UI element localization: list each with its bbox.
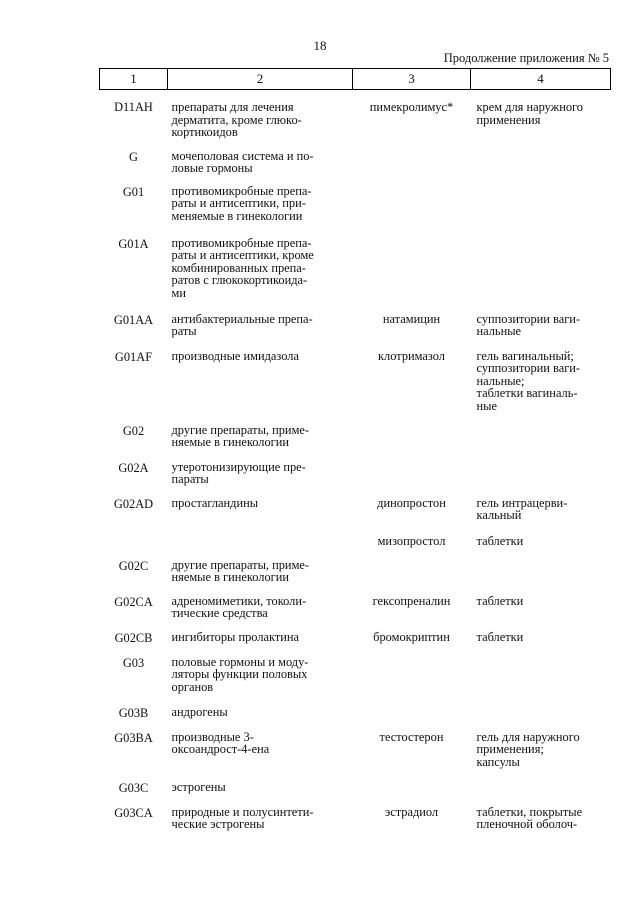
- cell-dosage-form-line: гель интрацерви-: [476, 495, 568, 510]
- cell-group-name: [168, 424, 353, 461]
- cell-drug-name: [353, 535, 471, 559]
- table-row: [100, 461, 611, 497]
- cell-drug-name: [353, 595, 471, 631]
- cell-group-name-line: ратов с глюкокортикоида-: [171, 273, 308, 287]
- table-row: [100, 185, 611, 237]
- cell-atc-code: G01AA: [113, 312, 154, 327]
- column-header-1: 1: [100, 69, 168, 90]
- column-header-3: 3: [353, 69, 471, 90]
- cell-dosage-form-line: таблетки вагиналь-: [476, 386, 578, 400]
- cell-group-name-line: андрогены: [171, 704, 228, 719]
- cell-group-name: [168, 631, 353, 656]
- cell-group-name-line: простагландины: [171, 495, 259, 510]
- cell-group-name-line: органов: [171, 679, 214, 694]
- cell-drug-name-line: бромокриптин: [373, 629, 450, 644]
- cell-group-name-line: эстрогены: [171, 779, 226, 794]
- cell-group-name-line: няемые в гинекологии: [171, 570, 290, 584]
- cell-atc-code: G02: [122, 423, 145, 438]
- column-header-4: 4: [471, 69, 611, 90]
- cell-drug-name-line: пимекролимус*: [369, 100, 454, 114]
- cell-group-name: [168, 559, 353, 595]
- table-row: [100, 350, 611, 424]
- cell-dosage-form-line: гель для наружного: [476, 729, 580, 744]
- table-row: [100, 781, 611, 806]
- cell-group-name: [168, 656, 353, 706]
- cell-group-name: [168, 237, 353, 313]
- cell-group-name-line: производные 3-: [171, 729, 254, 744]
- cell-group-name-line: утеротонизирующие пре-: [171, 459, 306, 474]
- cell-dosage-form: [471, 806, 611, 846]
- table-row: [100, 535, 611, 559]
- table-row: [100, 313, 611, 350]
- cell-drug-name-line: тестостерон: [379, 729, 444, 744]
- cell-drug-name: [353, 731, 471, 781]
- cell-dosage-form-line: пленочной оболоч-: [476, 817, 578, 831]
- table-row: [100, 424, 611, 461]
- cell-group-name-line: ляторы функции половых: [171, 667, 308, 681]
- cell-group-name-line: противомикробные препа-: [171, 235, 312, 250]
- cell-dosage-form: [471, 150, 611, 185]
- table-row: [100, 631, 611, 656]
- cell-dosage-form: [471, 631, 611, 656]
- cell-group-name-line: противомикробные препа-: [171, 183, 312, 198]
- cell-group-name-line: ми: [171, 285, 186, 300]
- cell-drug-name-line: гексопреналин: [372, 593, 451, 608]
- cell-dosage-form: [471, 781, 611, 806]
- cell-group-name-line: антибактериальные препа-: [171, 311, 313, 326]
- cell-dosage-form: [471, 350, 611, 424]
- cell-dosage-form-line: таблетки: [476, 629, 524, 644]
- table-row: [100, 90, 611, 150]
- cell-group-name-line: раты: [171, 324, 197, 338]
- cell-drug-name: [353, 150, 471, 185]
- cell-group-name-line: ингибиторы пролактина: [171, 629, 300, 644]
- cell-atc-code: [100, 535, 168, 559]
- cell-drug-name: [353, 350, 471, 424]
- cell-drug-name-line: мизопростол: [377, 533, 446, 548]
- cell-group-name: [168, 313, 353, 350]
- cell-drug-name-line: эстрадиол: [384, 804, 439, 819]
- cell-group-name-line: производные имидазола: [171, 348, 299, 363]
- cell-atc-code: G: [129, 149, 138, 164]
- page-number: 18: [313, 38, 327, 53]
- cell-group-name-line: половые гормоны и моду-: [171, 654, 309, 669]
- cell-dosage-form: [471, 90, 611, 150]
- cell-group-name-line: препараты для лечения: [171, 100, 294, 114]
- cell-group-name-line: другие препараты, приме-: [171, 422, 310, 437]
- cell-dosage-form: [471, 237, 611, 313]
- table-row: [100, 731, 611, 781]
- cell-atc-code: G01A: [118, 236, 149, 251]
- cell-group-name: [168, 150, 353, 185]
- cell-group-name: [168, 497, 353, 535]
- cell-atc-code: G03: [122, 655, 145, 670]
- cell-dosage-form: [471, 731, 611, 781]
- cell-group-name: [168, 185, 353, 237]
- cell-dosage-form: [471, 185, 611, 237]
- cell-group-name-line: раты и антисептики, кроме: [171, 248, 314, 262]
- cell-atc-code: G01: [122, 184, 145, 199]
- cell-dosage-form: [471, 497, 611, 535]
- cell-dosage-form: [471, 424, 611, 461]
- cell-atc-code: G02CB: [114, 630, 153, 645]
- cell-dosage-form: [471, 656, 611, 706]
- cell-dosage-form-line: кальный: [476, 508, 522, 522]
- cell-drug-name-line: клотримазол: [378, 348, 445, 363]
- cell-drug-name: [353, 656, 471, 706]
- table-row: [100, 559, 611, 595]
- table-row: [100, 656, 611, 706]
- cell-atc-code: G02C: [118, 558, 149, 573]
- cell-group-name: [168, 706, 353, 731]
- cell-group-name-line: дерматита, кроме глюко-: [171, 112, 302, 127]
- cell-dosage-form-line: таблетки, покрытые: [476, 804, 583, 819]
- cell-atc-code: G01AF: [114, 349, 153, 364]
- cell-group-name-line: раты и антисептики, при-: [171, 196, 306, 210]
- cell-drug-name: [353, 237, 471, 313]
- cell-group-name: [168, 461, 353, 497]
- cell-dosage-form-line: таблетки: [476, 533, 524, 548]
- cell-dosage-form-line: суппозитории ваги-: [476, 311, 581, 326]
- cell-group-name: [168, 90, 353, 150]
- cell-atc-code: G02CA: [114, 594, 153, 609]
- cell-dosage-form-line: нальные: [476, 324, 522, 338]
- cell-drug-name: [353, 806, 471, 846]
- table-row: [100, 497, 611, 535]
- cell-group-name-line: комбинированных препа-: [171, 260, 306, 275]
- cell-dosage-form: [471, 313, 611, 350]
- cell-dosage-form-line: применения;: [476, 742, 544, 756]
- cell-atc-code: G02A: [118, 460, 149, 475]
- cell-atc-code: G03B: [118, 705, 149, 720]
- cell-drug-name: [353, 424, 471, 461]
- cell-dosage-form-line: ные: [476, 398, 497, 413]
- cell-dosage-form: [471, 559, 611, 595]
- cell-atc-code: G03C: [118, 780, 149, 795]
- table-row: [100, 237, 611, 313]
- cell-drug-name: [353, 631, 471, 656]
- cell-group-name: [168, 535, 353, 559]
- cell-group-name: [168, 806, 353, 846]
- table-body: [100, 90, 611, 846]
- cell-dosage-form-line: нальные;: [476, 373, 525, 388]
- cell-drug-name: [353, 313, 471, 350]
- cell-group-name-line: природные и полусинтети-: [171, 804, 314, 819]
- cell-group-name-line: ловые гормоны: [171, 161, 253, 175]
- cell-group-name-line: параты: [171, 472, 209, 486]
- cell-drug-name-line: натамицин: [382, 311, 441, 326]
- cell-dosage-form-line: гель вагинальный;: [476, 348, 574, 363]
- column-header-2: 2: [168, 69, 353, 90]
- cell-group-name-line: оксоандрост-4-ена: [171, 742, 270, 756]
- table-row: [100, 150, 611, 185]
- drug-classification-table: [99, 68, 611, 846]
- cell-group-name-line: мочеполовая система и по-: [171, 148, 314, 163]
- cell-group-name-line: няемые в гинекологии: [171, 435, 290, 449]
- cell-drug-name: [353, 781, 471, 806]
- cell-atc-code: G03BA: [114, 730, 153, 745]
- cell-group-name-line: другие препараты, приме-: [171, 557, 310, 572]
- cell-drug-name: [353, 461, 471, 497]
- cell-dosage-form: [471, 706, 611, 731]
- cell-group-name: [168, 781, 353, 806]
- cell-dosage-form-line: применения: [476, 112, 541, 127]
- cell-group-name-line: меняемые в гинекологии: [171, 208, 303, 223]
- cell-dosage-form-line: крем для наружного: [476, 100, 583, 114]
- appendix-continuation-note: Продолжение приложения № 5: [443, 51, 609, 65]
- cell-dosage-form: [471, 535, 611, 559]
- cell-atc-code: D11AH: [114, 100, 153, 114]
- table-row: [100, 806, 611, 846]
- cell-dosage-form-line: капсулы: [476, 754, 520, 769]
- cell-drug-name: [353, 90, 471, 150]
- cell-group-name-line: адреномиметики, токоли-: [171, 593, 307, 608]
- cell-group-name-line: тические средства: [171, 606, 268, 620]
- cell-group-name: [168, 731, 353, 781]
- cell-drug-name: [353, 185, 471, 237]
- cell-dosage-form-line: таблетки: [476, 593, 524, 608]
- cell-dosage-form-line: суппозитории ваги-: [476, 361, 581, 375]
- table-row: [100, 595, 611, 631]
- cell-drug-name: [353, 706, 471, 731]
- table-row: [100, 706, 611, 731]
- cell-drug-name-line: динопростон: [377, 495, 446, 510]
- cell-group-name-line: ческие эстрогены: [171, 817, 265, 831]
- cell-group-name: [168, 595, 353, 631]
- cell-drug-name: [353, 559, 471, 595]
- cell-group-name: [168, 350, 353, 424]
- cell-dosage-form: [471, 595, 611, 631]
- table-header-row: [100, 69, 611, 90]
- cell-atc-code: G03CA: [114, 805, 153, 820]
- cell-group-name-line: кортикоидов: [171, 125, 238, 139]
- cell-atc-code: G02AD: [113, 496, 154, 511]
- cell-dosage-form: [471, 461, 611, 497]
- cell-drug-name: [353, 497, 471, 535]
